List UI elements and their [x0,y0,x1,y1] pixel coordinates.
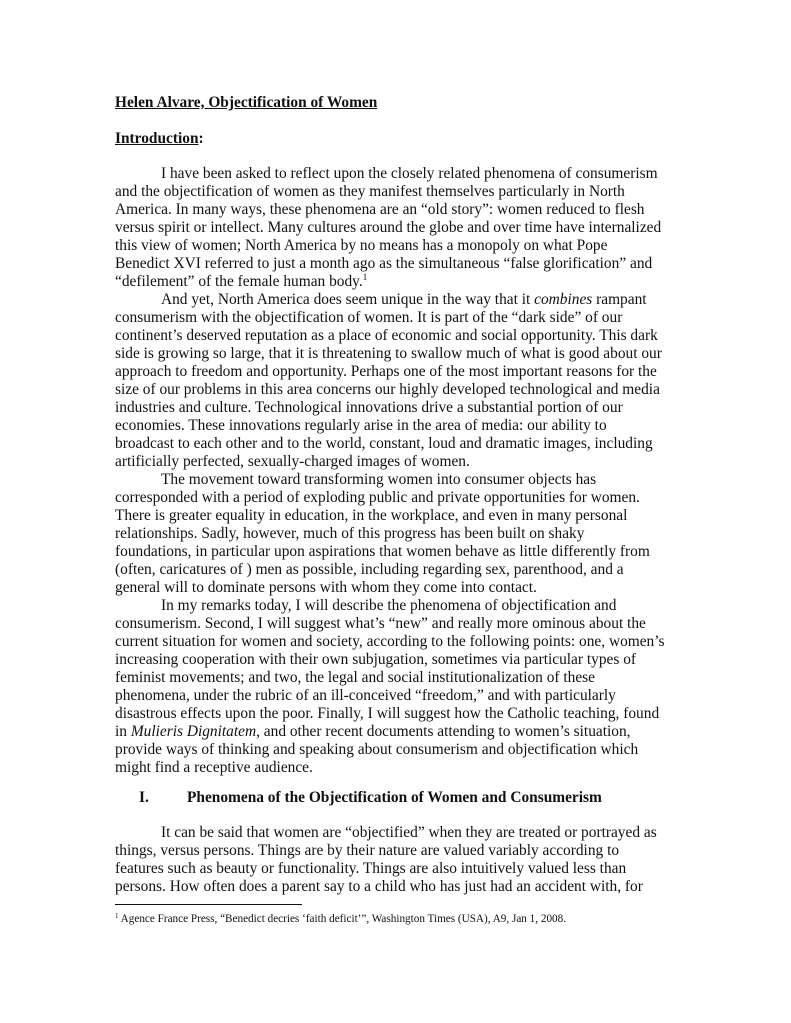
paragraph-line: artificially perfected, sexually-charged images of women. [115,453,470,470]
footnote [115,913,566,925]
paragraph-line: (often, caricatures of ) men as possible, including regarding sex, parenthood, and a [115,561,624,578]
paragraph-line: feminist movements; and two, the legal and social institutionalization of these [115,669,595,686]
paragraph-line: I have been asked to reflect upon the closely related phenomena of consumerism [161,165,658,182]
paragraph-line: relationships. Sadly, however, much of this progress has been built on shaky [115,525,585,542]
paragraph-line: things, versus persons. Things are by their nature are valued variably according to [115,842,620,859]
paragraph-line: this view of women; North America by no means has a monopoly on what Pope [115,237,608,254]
paragraph-line-text: “defilement” of the female human body. [115,273,363,290]
paragraph-line: In my remarks today, I will describe the phenomena of objectification and [161,597,617,614]
emphasis-text: combines [534,291,593,308]
paragraph-line: increasing cooperation with their own subjugation, sometimes via particular types of [115,651,637,668]
document-title: Helen Alvare, Objectification of Women [115,94,378,111]
paragraph-line: broadcast to each other and to the world, constant, loud and dramatic images, including [115,435,653,452]
paragraph-line: and the objectification of women as they manifest themselves particularly in North [115,183,625,200]
paragraph-line: persons. How often does a parent say to a child who has just had an accident with, for [115,878,643,895]
paragraph-line-text: in [115,723,131,740]
footnote-text: Agence France Press, “Benedict decries ‘faith deficit’”, Washington Times (USA), A9, Jan 1, 2008. [118,913,567,925]
paragraph-line: phenomena, under the rubric of an ill-conceived “freedom,” and with particularly [115,687,616,704]
introduction-heading-text: Introduction [115,130,199,147]
paragraph-line: It can be said that women are “objectified” when they are treated or portrayed as [161,824,657,841]
paragraph-line: America. In many ways, these phenomena are an “old story”: women reduced to flesh [115,201,645,218]
paragraph-line: current situation for women and society, according to the following points: one, women’s [115,633,665,650]
paragraph-line-text: And yet, North America does seem unique in the way that it [161,291,535,308]
paragraph-line: The movement toward transforming women into consumer objects has [161,471,597,488]
paragraph-line [115,273,675,291]
paragraph-line: consumerism with the objectification of women. It is part of the “dark side” of our [115,309,623,326]
section-title: Phenomena of the Objectification of Women and Consumerism [187,789,602,806]
paragraph-line: foundations, in particular upon aspirations that women behave as little differently from [115,543,650,560]
introduction-body [115,165,675,777]
paragraph-line: consumerism. Second, I will suggest what’s “new” and really more ominous about the [115,615,646,632]
paragraph-line: might find a receptive audience. [115,759,313,776]
paragraph-line: continent’s deserved reputation as a place of economic and social opportunity. This dark [115,327,658,344]
introduction-heading [115,130,204,148]
paragraph-line: corresponded with a period of exploding public and private opportunities for women. [115,489,640,506]
paragraph-line: approach to freedom and opportunity. Perhaps one of the most important reasons for the [115,363,657,380]
paragraph-line: disastrous effects upon the poor. Finally, I will suggest how the Catholic teaching, found [115,705,660,722]
footnote-number: 1 [115,912,119,920]
paragraph-line: industries and culture. Technological innovations drive a substantial portion of our [115,399,623,416]
footnote-reference: 1 [362,272,368,282]
paragraph-line: features such as beauty or functionality. Things are also intuitively valued less than [115,860,627,877]
paragraph-line: general will to dominate persons with whom they come into contact. [115,579,537,596]
paragraph-line: versus spirit or intellect. Many cultures around the globe and over time have internalized [115,219,662,236]
paragraph-line-text: rampant [592,291,647,308]
paragraph-line: side is growing so large, that it is threatening to swallow much of what is good about our [115,345,662,362]
section-heading [139,789,602,807]
paragraph-line: economies. These innovations regularly arise in the area of media: our ability to [115,417,607,434]
paragraph-line [115,723,675,741]
section-number: I. [139,789,149,806]
paragraph-line: There is greater equality in education, in the workplace, and even in many personal [115,507,628,524]
footnote-separator [115,904,302,905]
paragraph-line [115,291,675,309]
paragraph-line: Benedict XVI referred to just a month ago as the simultaneous “false glorification” and [115,255,653,272]
document-title-reference: Mulieris Dignitatem [130,723,257,740]
paragraph-line: size of our problems in this area concerns our highly developed technological and media [115,381,660,398]
introduction-heading-colon: : [198,130,204,147]
paragraph-line-text: , and other recent documents attending to women’s situation, [256,723,631,740]
paragraph-line: provide ways of thinking and speaking about consumerism and objectification which [115,741,639,758]
section-body [115,824,675,896]
